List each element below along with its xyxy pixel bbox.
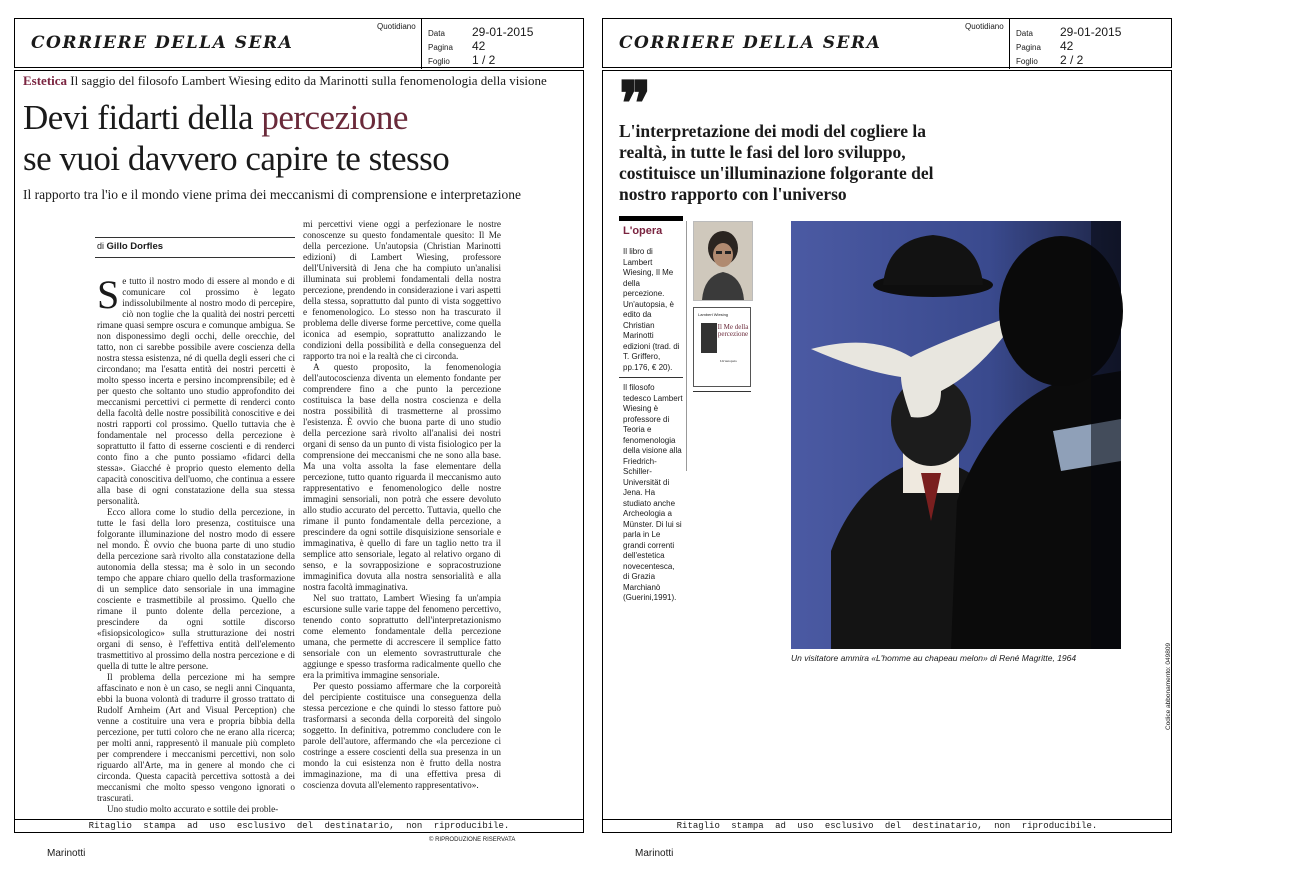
publisher-label: Marinotti — [635, 848, 674, 859]
sidebar-author-info: Il filosofo tedesco Lambert Wiesing è professore di Teoria e fenomenologia della visione alla Friedrich-Schiller-Universität di Jena. Ha studiato anche Archeologia a Münster. Di lui si parla in Le grandi correnti dell'estetica novecentesca, di Grazia Marchianò (Guerini,1991). — [623, 383, 683, 602]
publication-type: Quotidiano — [377, 22, 416, 31]
paragraph: Per questo possiamo affermare che la corporeità del percipiente costituisce una conseguenza della stessa percezione e che quindi lo stesso fattore può trasformarsi a seconda della corporeità del singolo soggetto. In definitiva, potremmo concludere con le parole dell'autore, affermando che «la percezione ci costringe a essere coscienti della sua presenza in un mondo la cui esistenza non è frutto della nostra immaginazione, ma di una effettiva presa di coscienza dovuta all'elemento rappresentativo». — [303, 681, 501, 790]
meta-date-label: Data — [428, 29, 445, 38]
copyright-notice: © RIPRODUZIONE RISERVATA — [429, 837, 516, 843]
newspaper-clipping-page-2 — [602, 18, 1172, 833]
quote-mark-icon: ❞ — [619, 71, 652, 137]
sidebar-title: L'opera — [623, 225, 663, 237]
clipping-meta — [1009, 19, 1173, 69]
byline — [97, 241, 163, 252]
meta-page-row — [1016, 37, 1073, 51]
article-body — [14, 70, 584, 843]
meta-page-label: Pagina — [1016, 43, 1041, 52]
clipping-footer: Ritaglio stampa ad uso esclusivo del destinatario, non riproducibile. — [602, 819, 1172, 833]
paragraph: Nel suo trattato, Lambert Wiesing fa un'ampia escursione sulle varie tappe del fenomeno percettivo, tenendo conto soprattutto dell'interpretazionismo come elemento fondamentale della percezione umana, che permette di accrescere il semplice fatto sensoriale con un elemento sovrastrutturale che aggiunge e spesso trasforma radicalmente quello che era la primitiva immagine sensoriale. — [303, 593, 501, 680]
pull-quote: L'interpretazione dei modi del cogliere la realtà, in tutte le fasi del loro sviluppo, costituisce un'illuminazione folgorante del nostro rapporto con l'universo — [619, 121, 934, 204]
meta-sheet-value: 1 / 2 — [472, 53, 496, 67]
feature-body — [602, 70, 1172, 830]
sidebar-divider — [619, 377, 683, 378]
author-photo — [693, 221, 753, 301]
book-cover-title: Il Me della percezione — [717, 323, 749, 338]
paragraph: mi percettivi viene oggi a perfezionare le nostre conoscenze su questo fondamentale quesito: Il Me della percezione. Un'autopsia (Christian Marinotti edizioni) di Lambert Wiesing, professore dell'Università di Jena che ha compiuto un'analisi illuminata sui problemi fondamentali della nostra percezione, prendendo in considerazione i vari aspetti della stessa, soprattutto dal punto di vista soggettivo e fenomenologico. Lo stesso non ha trascurato il problema delle diverse forme percettive, come quella iconica ad esempio, soprattutto analizzando le condizioni della possibilità e della conseguenza del rapporto tra noi e la realtà che ci circonda. — [303, 219, 501, 361]
paragraph — [97, 272, 295, 507]
article-headline — [23, 97, 573, 179]
headline-part-b: se vuoi davvero capire te stesso — [23, 139, 450, 178]
thumb-divider — [693, 391, 751, 392]
byline-prefix: di — [97, 241, 105, 251]
book-cover-subtitle: Un'autopsia — [720, 359, 737, 363]
headline-part-a: Devi fidarti della — [23, 98, 262, 137]
meta-sheet-row — [1016, 51, 1083, 65]
meta-page-label: Pagina — [428, 43, 453, 52]
paragraph: Ecco allora come lo studio della percezione, in tutte le fasi della loro presenza, costituisce una folgorante illuminazione del nostro modo di essere nel mondo. È ovvio che buona parte di uno studio della percezione sarà rivolto alla constatazione della autonomia della stessa; ma è solo in un secondo tempo che appare chiaro quello della trasformazione di un semplice dato sensoriale in una immagine cosciente e trasmettibile al prossimo. Quello che rimane il punto dolente della percezione, a prescindere da ogni sottile discorso «fisiopsicologico» sulla strutturazione dei nostri organi di senso, è l'effettiva entità dell'elemento trasmettitivo al prossimo della nostra percezione e di quella di tutte le altre persone. — [97, 507, 295, 671]
magritte-photo-drawing — [791, 221, 1121, 649]
meta-sheet-value: 2 / 2 — [1060, 53, 1084, 67]
meta-sheet-label: Foglio — [428, 57, 450, 66]
clipping-footer: Ritaglio stampa ad uso esclusivo del destinatario, non riproducibile. — [14, 819, 584, 833]
book-cover-image — [701, 323, 717, 353]
paragraph: Il problema della percezione mi ha sempre affascinato e non è un caso, se negli anni Cinquanta, ebbi la buona volontà di tradurre il grosso trattato di Rudolf Arnheim (Art and Visual Perception) che venne a costituire una vera e propria bibbia della percezione, per tutti coloro che ne erano alla ricerca; per molti anni, rappresentò il manuale più completo per comprendere i meccanismi percettivi, non solo riguardo all'Arte, ma in genere al mondo che ci circonda. Questa capacità percettiva sottostà a dei meccanismi che molto spesso vengono ignorati o trascurati. — [97, 672, 295, 803]
sidebar-book-info: Il libro di Lambert Wiesing, Il Me della percezione. Un'autopsia, è edito da Christian Marinotti edizioni (trad. di T. Griffero, pp.176, € 20). — [623, 247, 680, 372]
masthead-logo: CORRIERE DELLA SERA — [31, 33, 294, 53]
kicker-text: Il saggio del filosofo Lambert Wiesing edito da Marinotti sulla fenomenologia della visione — [70, 73, 547, 88]
kicker-tag: Estetica — [23, 73, 68, 88]
article-kicker — [23, 73, 573, 89]
meta-date-row — [428, 23, 533, 37]
meta-page-row — [428, 37, 485, 51]
article-column-1 — [97, 272, 295, 816]
meta-date-value: 29-01-2015 — [1060, 25, 1122, 39]
sidebar-rule — [619, 216, 683, 221]
headline-highlight: percezione — [261, 98, 408, 137]
magritte-photo — [791, 221, 1121, 649]
meta-page-value: 42 — [1060, 39, 1074, 53]
paragraph: Uno studio molto accurato e sottile dei proble- — [107, 804, 279, 814]
drop-cap: S — [97, 272, 120, 317]
masthead-logo: CORRIERE DELLA SERA — [619, 33, 882, 53]
byline-rule-top — [95, 237, 295, 238]
clipping-header — [602, 18, 1172, 68]
article-column-2 — [303, 219, 501, 794]
author-portrait-drawing — [694, 222, 752, 300]
meta-date-value: 29-01-2015 — [472, 25, 534, 39]
byline-author: Gillo Dorfles — [106, 241, 164, 252]
photo-caption: Un visitatore ammira «L'homme au chapeau melon» di René Magritte, 1964 — [791, 653, 1077, 663]
byline-rule-bottom — [95, 257, 295, 258]
sidebar-vertical-divider — [686, 221, 687, 471]
subscription-code: Codice abbonamento: 049809 — [1165, 642, 1172, 730]
article-deck: Il rapporto tra l'io e il mondo viene prima dei meccanismi di comprensione e interpretazione — [23, 187, 522, 202]
publication-type: Quotidiano — [965, 22, 1004, 31]
meta-date-row — [1016, 23, 1121, 37]
book-cover-author: Lambert Wiesing — [698, 312, 729, 317]
meta-sheet-row — [428, 51, 495, 65]
meta-date-label: Data — [1016, 29, 1033, 38]
paragraph-text: e tutto il nostro modo di essere al mondo e di comunicare col prossimo è legato indissolubilmente al nostro modo di percepire, ciò non toglie che la qualità dei nostri percetti rimane quasi sempre oscura e comunque ambigua. Se non disponessimo degli occhi, delle orecchie, del tatto, non ci sarebbe possibile avere coscienza della nostra stessa esistenza, né di quella degli esseri che ci circondano; ma l'esatta entità dei nostri percetti è molto spesso incerta e persino incomprensibile; ed è per questo che soltanto uno studio approfondito dei meccanismi percettivi ci permette di renderci conto della facoltà delle nostre possibilità conoscitive e dei nostri rapporti col prossimo. Quello tuttavia che è fondamentale nel processo della percezione è soprattutto il fatto di esserne coscienti e di renderci conto fino a che punto possiamo «fidarci della stessa». Giacché è proprio questo elemento della capacità conoscitiva dell'uomo, che continua a essere alla base di ogni constatazione della sua stessa personalità. — [97, 276, 295, 506]
book-cover — [693, 307, 751, 387]
clipping-meta — [421, 19, 585, 69]
clipping-header — [14, 18, 584, 68]
meta-sheet-label: Foglio — [1016, 57, 1038, 66]
paragraph: A questo proposito, la fenomenologia dell'autocoscienza diventa un elemento fondante per comprendere fino a che punto la percezione costituisca la base della nostra coscienza e della nostra possibilità di trasmetterne al prossimo l'esistenza. È ovvio che buona parte di uno studio della percezione sarà rivolto all'analisi dei nostri organi di senso da un punto di vista fisiologico per la comprensione dei meccanismi che ne sono alla base. Ma una volta assolta la fase elementare della percezione, tutto quanto riguarda il meccanismo auto rappresentativo e fenomenologico delle nostre immagini sensoriali, non potrà che essere devoluto allo studio accurato del percetto. Tuttavia, quello che rimane il punto fondamentale della percezione, a prescindere da ogni sottile disquisizione sensoriale e immaginativa, è quello di fare un taglio netto tra il semplice atto sensoriale, legato al relativo organo di senso, e la sovrapposizione e sopracostruzione immaginifica dovuta alla nostra sensorialità e alla nostra facoltà immaginativa. — [303, 362, 501, 592]
meta-page-value: 42 — [472, 39, 486, 53]
newspaper-clipping-page-1 — [14, 18, 584, 843]
publisher-label: Marinotti — [47, 848, 86, 859]
